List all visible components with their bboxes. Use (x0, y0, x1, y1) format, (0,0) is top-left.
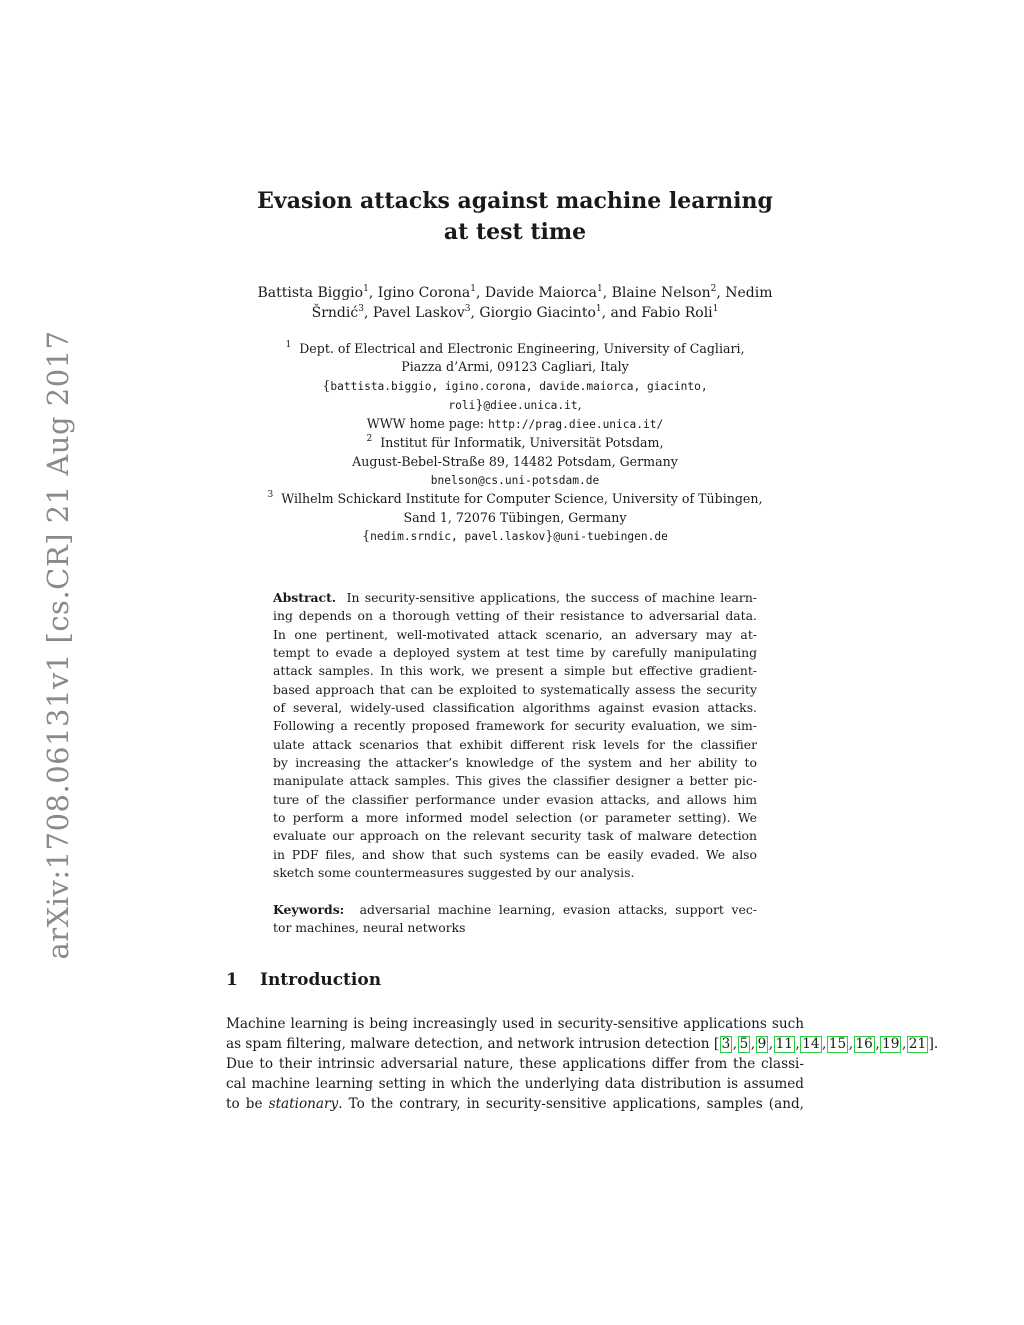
citation-separator: , (822, 1036, 827, 1052)
citation-list (719, 1036, 928, 1052)
affil-2-email (228, 471, 802, 490)
citation-link[interactable]: 21 (908, 1036, 927, 1052)
title-line-2: at test time (443, 219, 587, 245)
citation-link[interactable]: 19 (882, 1036, 900, 1052)
abstract-line: manipulate attack samples. This gives the classifier designer a better pic- (273, 773, 757, 789)
affil-3-emails (228, 527, 802, 546)
intro-paragraph (226, 1014, 939, 1114)
abstract-line: attack samples. In this work, we present a simple but effective gradient- (273, 663, 757, 679)
author-name: , Igino Corona (368, 285, 471, 301)
citation-link[interactable]: 15 (828, 1036, 847, 1052)
abstract-line: based approach that can be exploited to systematically assess the security (273, 681, 757, 697)
body-line (226, 1034, 939, 1054)
email-domain[interactable]: @diee.unica.it (483, 398, 578, 412)
abstract-line: In one pertinent, well-motivated attack scenario, an adversary may at- (273, 626, 757, 642)
affil-marker: 2 (366, 434, 373, 445)
affil-1-emails-2 (228, 396, 802, 415)
citation-separator: , (768, 1036, 774, 1052)
abstract-line: ing depends on a thorough vetting of their resistance to adversarial data. (273, 608, 757, 624)
affil-marker: 2 (710, 284, 717, 294)
body-text: to be (226, 1096, 269, 1112)
www-label: WWW home page: (366, 416, 489, 432)
affil-1-emails-1 (228, 377, 802, 396)
citation-separator: , (750, 1036, 756, 1052)
title-line-1: Evasion attacks against machine learning (257, 188, 773, 214)
abstract-line: in PDF files, and show that such systems can be easily evaded. We also (273, 846, 757, 862)
section-title: Introduction (260, 970, 382, 990)
body-line: cal machine learning setting in which the underlying data distribution is assumed (226, 1076, 804, 1092)
affil-marker: 1 (470, 284, 476, 294)
affil-1-www (228, 415, 802, 434)
body-text: ]. (928, 1036, 939, 1052)
citation-link[interactable]: 5 (739, 1036, 749, 1052)
affil-text: Wilhelm Schickard Institute for Computer Science, University of Tübingen, (281, 491, 763, 507)
brace: { (362, 527, 371, 543)
affil-2-line-1 (228, 434, 802, 452)
affil-1-line-2: Piazza d’Armi, 09123 Cagliari, Italy (401, 359, 629, 375)
citation-link[interactable]: 16 (855, 1036, 873, 1052)
punct: , (577, 396, 582, 412)
affil-marker: 1 (596, 284, 603, 294)
citation-separator: , (901, 1036, 907, 1052)
affil-3-line-1 (228, 490, 802, 508)
email-link[interactable]: bnelson@cs.uni-potsdam.de (430, 474, 600, 488)
author-name: , Blaine Nelson (602, 285, 711, 301)
abstract-line: of several, widely-used classification algorithms against evasion attacks. (273, 700, 757, 716)
keywords-text: adversarial machine learning, evasion attacks, support vec- (359, 902, 757, 917)
author-name: , Giorgio Giacinto (470, 305, 596, 321)
section-number: 1 (226, 970, 238, 990)
abstract-line: Following a recently proposed framework for security evaluation, we sim- (273, 718, 757, 734)
body-line (226, 1094, 804, 1114)
abstract-line: to perform a more informed model selection (or parameter setting). We (273, 810, 757, 826)
brace: { (322, 377, 331, 393)
emphasis: stationary (268, 1096, 339, 1112)
body-text: as spam filtering, malware detection, and network intrusion detection [ (226, 1036, 720, 1052)
author-name: , Nedim (716, 285, 773, 301)
affil-marker: 1 (595, 304, 602, 314)
author-name: , Davide Maiorca (475, 285, 597, 301)
citation-link[interactable]: 9 (757, 1036, 767, 1052)
affil-3-line-2: Sand 1, 72076 Tübingen, Germany (403, 509, 627, 525)
keywords (273, 901, 757, 938)
abstract-line: by increasing the attacker’s knowledge of the system and her ability to (273, 755, 757, 771)
brace: } (545, 527, 554, 543)
section-heading (226, 970, 381, 990)
paper-title (228, 186, 802, 248)
affil-marker: 3 (464, 304, 471, 314)
citation-separator: , (732, 1036, 738, 1052)
affil-marker: 3 (267, 490, 274, 501)
author-name: , and Fabio Roli (601, 305, 713, 321)
www-link[interactable]: http://prag.diee.unica.it/ (488, 418, 664, 432)
author-line-1 (228, 283, 802, 303)
body-text: . To the contrary, in security-sensitive applications, samples (and, (338, 1096, 804, 1112)
keywords-line: tor machines, neural networks (273, 920, 466, 936)
keywords-label: Keywords: (273, 902, 345, 917)
email-domain[interactable]: @uni-tuebingen.de (553, 529, 668, 543)
abstract-line: sketch some countermeasures suggested by our analysis. (273, 865, 635, 881)
affiliations (228, 340, 802, 546)
affil-text: Institut für Informatik, Universität Potsdam, (380, 435, 664, 451)
abstract-line (273, 589, 757, 607)
affil-2-line-2: August-Bebel-Straße 89, 14482 Potsdam, Germany (352, 453, 678, 469)
abstract-line: ture of the classifier performance under evasion attacks, and allows him (273, 791, 757, 807)
affil-1-line-1 (228, 340, 802, 358)
abstract (273, 589, 757, 883)
citation-link[interactable]: 14 (802, 1036, 820, 1052)
body-line: Machine learning is being increasingly used in security-sensitive applications such (226, 1016, 804, 1032)
abstract-text: In security-sensitive applications, the success of machine learn- (346, 590, 757, 605)
citation-separator: , (875, 1036, 880, 1052)
citation-link[interactable]: 11 (775, 1036, 793, 1052)
abstract-label: Abstract. (273, 590, 337, 605)
affil-marker: 1 (712, 304, 719, 314)
abstract-line: tempt to evade a deployed system at test time by carefully manipulating (273, 645, 757, 661)
affil-marker: 1 (285, 340, 292, 350)
brace: } (475, 396, 484, 412)
affil-text: Dept. of Electrical and Electronic Engineering, University of Cagliari, (299, 341, 745, 356)
keywords-line (273, 901, 757, 919)
author-name: Battista Biggio (257, 285, 364, 301)
citation-link[interactable]: 3 (721, 1036, 731, 1052)
abstract-line: ulate attack scenarios that exhibit different risk levels for the classifier (273, 736, 757, 752)
abstract-line: evaluate our approach on the relevant security task of malware detection (273, 828, 757, 844)
author-list (228, 283, 802, 323)
arxiv-stamp-text: arXiv:1708.06131v1 [cs.CR] 21 Aug 2017 (41, 330, 75, 960)
email-list[interactable]: roli (448, 398, 476, 412)
citation-separator: , (848, 1036, 854, 1052)
affil-marker: 1 (363, 284, 369, 294)
author-line-2 (228, 303, 802, 323)
citation-separator: , (795, 1036, 800, 1052)
email-list[interactable]: battista.biggio, igino.corona, davide.maiorca, giacinto, (330, 379, 708, 393)
author-name: Šrndić (311, 305, 359, 321)
email-list[interactable]: nedim.srndic, pavel.laskov (370, 529, 546, 543)
author-name: , Pavel Laskov (363, 305, 465, 321)
affil-marker: 3 (358, 304, 364, 314)
body-line: Due to their intrinsic adversarial nature, these applications differ from the classi- (226, 1056, 804, 1072)
